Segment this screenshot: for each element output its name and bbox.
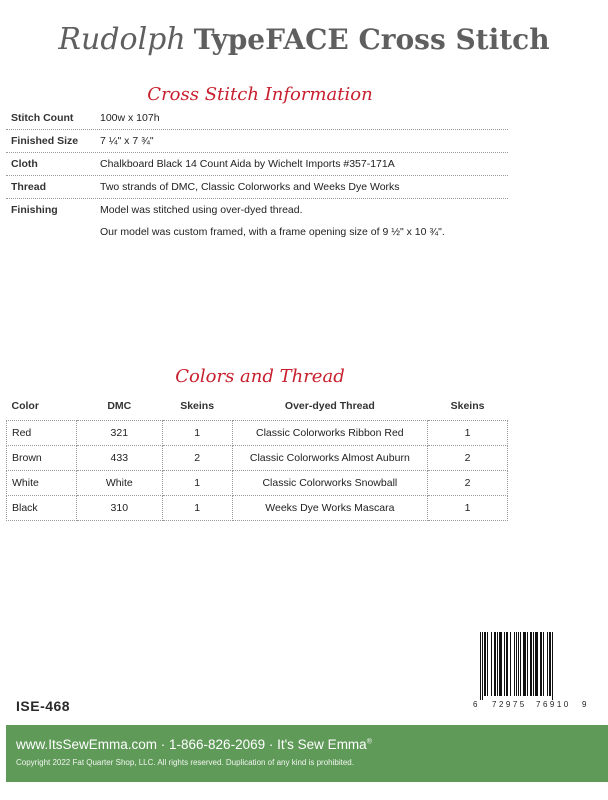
barcode-bar bbox=[506, 632, 508, 696]
table-row bbox=[7, 471, 508, 496]
registered-mark: ® bbox=[366, 738, 372, 746]
barcode-bar bbox=[510, 632, 511, 696]
barcode-bar bbox=[523, 632, 526, 696]
barcode bbox=[473, 632, 587, 710]
cell-skeins-overdyed: 1 bbox=[428, 421, 508, 446]
barcode-bar bbox=[543, 632, 544, 696]
cell-overdyed-thread: Classic Colorworks Ribbon Red bbox=[232, 421, 428, 446]
cell-overdyed-thread: Classic Colorworks Almost Auburn bbox=[232, 446, 428, 471]
product-sku: ISE-468 bbox=[16, 698, 71, 714]
cell-skeins: 1 bbox=[162, 421, 232, 446]
table-row bbox=[7, 446, 508, 471]
cell-skeins-overdyed: 1 bbox=[428, 496, 508, 521]
barcode-bar bbox=[530, 632, 532, 696]
colors-table bbox=[6, 392, 508, 521]
footer-contact-text: www.ItsSewEmma.com · 1-866-826-2069 · It's Sew Emma bbox=[16, 737, 367, 752]
info-value: Chalkboard Black 14 Count Aida by Wichelt Imports #357-171A bbox=[100, 158, 395, 170]
info-value: 100w x 107h bbox=[100, 112, 160, 124]
info-value-line: Our model was custom framed, with a frame opening size of 9 ½" x 10 ¾". bbox=[100, 226, 445, 238]
colors-header-row bbox=[7, 392, 508, 421]
col-header-overdyed-thread: Over-dyed Thread bbox=[232, 392, 428, 421]
cell-skeins-overdyed: 2 bbox=[428, 446, 508, 471]
cell-color: Black bbox=[7, 496, 77, 521]
barcode-bar bbox=[491, 632, 492, 696]
barcode-check-digit: 9 bbox=[582, 700, 587, 709]
info-value-line: Model was stitched using over-dyed thread. bbox=[100, 204, 303, 216]
cell-dmc: 321 bbox=[76, 421, 162, 446]
cell-color: Red bbox=[7, 421, 77, 446]
page-title bbox=[0, 20, 608, 60]
barcode-bar bbox=[535, 632, 538, 696]
barcode-bar bbox=[514, 632, 515, 696]
footer-contact bbox=[16, 737, 372, 752]
info-value: 7 ¼" x 7 ¾" bbox=[100, 135, 154, 147]
cell-dmc: 433 bbox=[76, 446, 162, 471]
barcode-right-group: 76910 bbox=[536, 700, 571, 709]
table-row bbox=[7, 421, 508, 446]
cell-color: Brown bbox=[7, 446, 77, 471]
barcode-bar bbox=[504, 632, 505, 696]
cell-skeins: 1 bbox=[162, 471, 232, 496]
info-row-cloth bbox=[6, 153, 508, 176]
barcode-bar bbox=[494, 632, 496, 696]
colors-heading: Colors and Thread bbox=[175, 366, 345, 387]
barcode-bar bbox=[549, 632, 551, 696]
footer bbox=[6, 725, 608, 782]
barcode-lead-digit: 6 bbox=[473, 700, 478, 709]
barcode-bars-icon bbox=[478, 632, 586, 700]
info-row-stitch-count bbox=[6, 107, 508, 130]
barcode-bar bbox=[547, 632, 548, 696]
info-row-finished-size bbox=[6, 130, 508, 153]
cell-overdyed-thread: Weeks Dye Works Mascara bbox=[232, 496, 428, 521]
info-label: Finished Size bbox=[11, 135, 79, 147]
cell-skeins: 2 bbox=[162, 446, 232, 471]
info-row-thread bbox=[6, 176, 508, 199]
info-label: Finishing bbox=[11, 204, 58, 216]
info-label: Stitch Count bbox=[11, 112, 74, 124]
col-header-skeins-overdyed: Skeins bbox=[428, 392, 508, 421]
footer-copyright: Copyright 2022 Fat Quarter Shop, LLC. All rights reserved. Duplication of any kind is prohibited. bbox=[16, 758, 354, 767]
info-label: Cloth bbox=[11, 158, 38, 170]
barcode-bar bbox=[484, 632, 486, 696]
barcode-bar bbox=[540, 632, 542, 696]
barcode-bar bbox=[552, 632, 553, 700]
cell-dmc: 310 bbox=[76, 496, 162, 521]
table-row bbox=[7, 496, 508, 521]
info-label: Thread bbox=[11, 181, 47, 193]
barcode-bar bbox=[516, 632, 517, 696]
info-value: Two strands of DMC, Classic Colorworks and Weeks Dye Works bbox=[100, 181, 400, 193]
col-header-color: Color bbox=[7, 392, 77, 421]
title-main: TypeFACE Cross Stitch bbox=[193, 23, 550, 56]
barcode-bar bbox=[482, 632, 483, 700]
barcode-left-group: 72975 bbox=[492, 700, 527, 709]
barcode-bar bbox=[527, 632, 528, 696]
barcode-bar bbox=[497, 632, 498, 696]
cell-skeins: 1 bbox=[162, 496, 232, 521]
barcode-bar bbox=[499, 632, 502, 696]
col-header-skeins: Skeins bbox=[162, 392, 232, 421]
info-row-finishing bbox=[6, 199, 508, 243]
barcode-bar bbox=[487, 632, 488, 696]
info-heading: Cross Stitch Information bbox=[147, 84, 373, 105]
barcode-bar bbox=[480, 632, 481, 700]
cell-dmc: White bbox=[76, 471, 162, 496]
col-header-dmc: DMC bbox=[76, 392, 162, 421]
info-value bbox=[100, 199, 508, 243]
info-table bbox=[6, 107, 508, 243]
cell-color: White bbox=[7, 471, 77, 496]
barcode-bar bbox=[533, 632, 534, 696]
cell-skeins-overdyed: 2 bbox=[428, 471, 508, 496]
barcode-bar bbox=[518, 632, 519, 696]
title-script: Rudolph bbox=[58, 22, 186, 57]
barcode-bar bbox=[520, 632, 521, 696]
cell-overdyed-thread: Classic Colorworks Snowball bbox=[232, 471, 428, 496]
